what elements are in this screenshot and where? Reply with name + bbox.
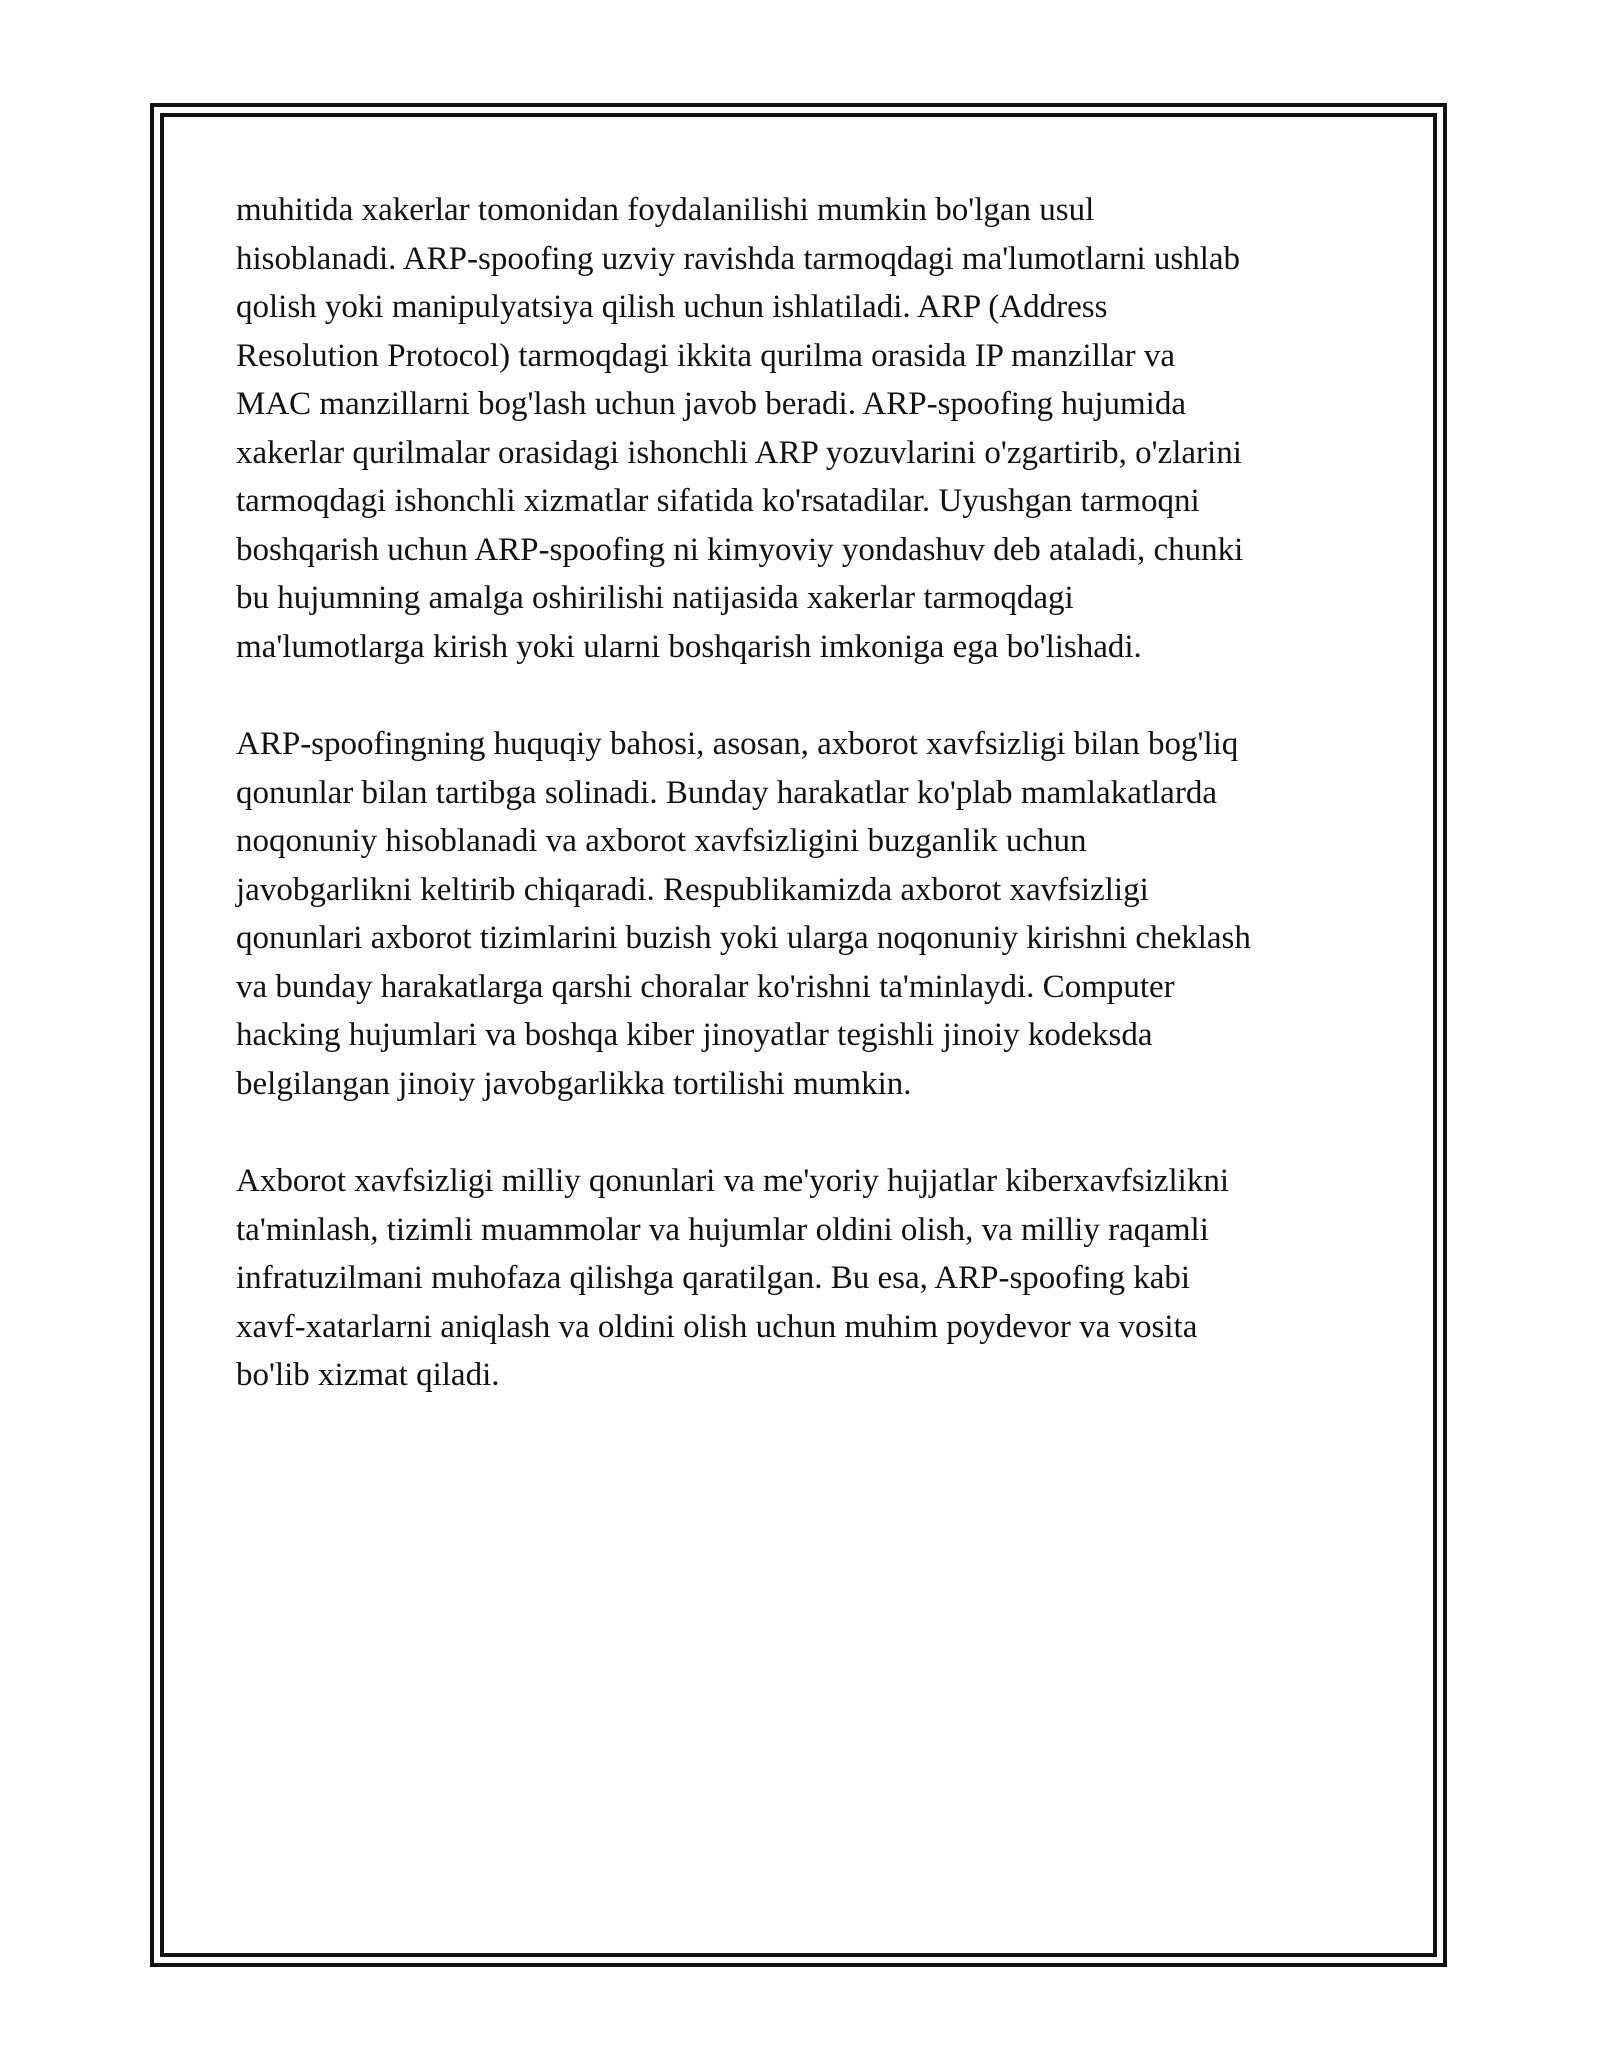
text-line: qolish yoki manipulyatsiya qilish uchun ishlatiladi. ARP (Address xyxy=(236,289,1108,325)
text-line: ta'minlash, tizimli muammolar va hujumlar oldini olish, va milliy raqamli xyxy=(236,1211,1209,1248)
text-line: Axborot xavfsizligi milliy qonunlari va me'yoriy hujjatlar kiberxavfsizlikni xyxy=(236,1163,1229,1199)
text-line: javobgarlikni keltirib chiqaradi. Respublikamizda axborot xavfsizligi xyxy=(236,871,1149,908)
text-line: hisoblanadi. ARP-spoofing uzviy ravishda tarmoqdagi ma'lumotlarni ushlab xyxy=(236,240,1241,277)
text-line: belgilangan jinoiy javobgarlikka tortilishi mumkin. xyxy=(236,1065,912,1102)
text-line: hacking hujumlari va boshqa kiber jinoyatlar tegishli jinoiy kodeksda xyxy=(236,1017,1153,1053)
text-line: bo'lib xizmat qiladi. xyxy=(236,1357,500,1393)
text-line: tarmoqdagi ishonchli xizmatlar sifatida ko'rsatadilar. Uyushgan tarmoqni xyxy=(236,483,1200,519)
text-line: infratuzilmani muhofaza qilishga qaratilgan. Bu esa, ARP-spoofing kabi xyxy=(236,1260,1191,1296)
text-line: boshqarish uchun ARP-spoofing ni kimyoviy yondashuv deb ataladi, chunki xyxy=(236,531,1244,568)
paragraph-2 xyxy=(236,720,1376,1108)
text-line: MAC manzillarni bog'lash uchun javob beradi. ARP-spoofing hujumida xyxy=(236,386,1186,422)
text-line: Resolution Protocol) tarmoqdagi ikkita qurilma orasida IP manzillar va xyxy=(236,337,1176,374)
text-line: va bunday harakatlarga qarshi choralar ko'rishni ta'minlaydi. Computer xyxy=(236,968,1175,1005)
text-line: noqonuniy hisoblanadi va axborot xavfsizligini buzganlik uchun xyxy=(236,823,1087,859)
document-body xyxy=(236,186,1376,1449)
text-line: xavf-xatarlarni aniqlash va oldini olish uchun muhim poydevor va vosita xyxy=(236,1308,1198,1345)
text-line: xakerlar qurilmalar orasidagi ishonchli ARP yozuvlarini o'zgartirib, o'zlarini xyxy=(236,434,1242,471)
text-line: ma'lumotlarga kirish yoki ularni boshqarish imkoniga ega bo'lishadi. xyxy=(236,628,1142,665)
text-line: qonunlari axborot tizimlarini buzish yoki ularga noqonuniy kirishni cheklash xyxy=(236,920,1251,956)
text-line: muhitida xakerlar tomonidan foydalanilishi mumkin bo'lgan usul xyxy=(236,192,1095,228)
paragraph-3 xyxy=(236,1157,1376,1400)
text-line: qonunlar bilan tartibga solinadi. Bunday harakatlar ko'plab mamlakatlarda xyxy=(236,774,1217,811)
text-line: ARP-spoofingning huquqiy bahosi, asosan, axborot xavfsizligi bilan bog'liq xyxy=(236,726,1239,762)
text-line: bu hujumning amalga oshirilishi natijasida xakerlar tarmoqdagi xyxy=(236,580,1074,616)
paragraph-1 xyxy=(236,186,1376,671)
